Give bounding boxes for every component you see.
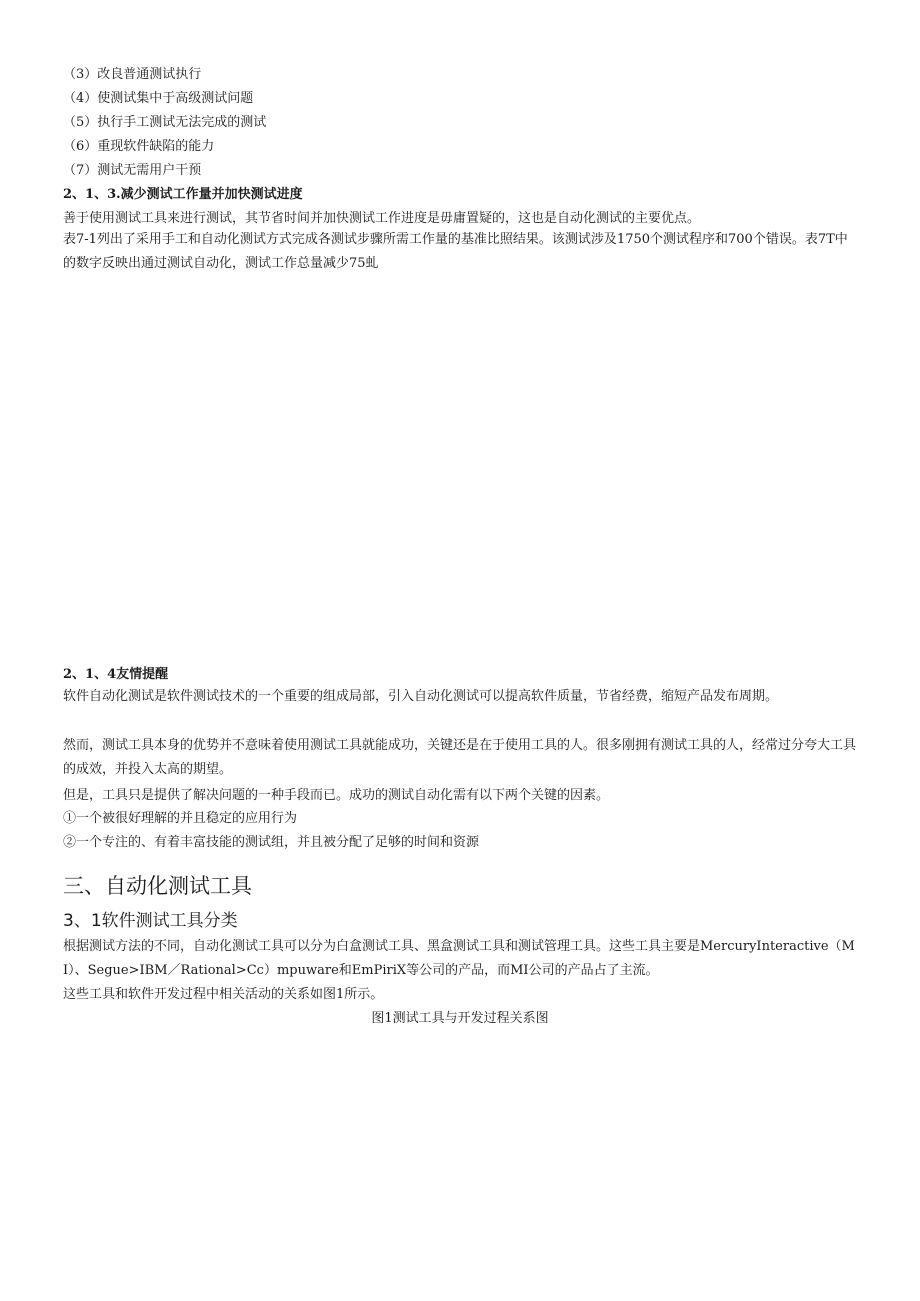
- section-3-heading: 三、自动化测试工具: [63, 874, 252, 898]
- section-2-1-4-item-1: ①一个被很好理解的并且稳定的应用行为: [63, 811, 298, 826]
- section-3-1-paragraph-1: 根据测试方法的不同，自动化测试工具可以分为白盒测试工具、黑盒测试工具和测试管理工具。这些工具主要是MercuryInteractive（MI）、Segue>IBM／Rational>Cc）mpuware和EmPiriX等公司的产品，而MI公司的产品占了主流。: [63, 939, 855, 978]
- section-3-1-heading: 3、1软件测试工具分类: [63, 911, 238, 931]
- list-item-5: （5）执行手工测试无法完成的测试: [63, 115, 267, 130]
- section-2-1-4-heading: 2、1、4友情提醒: [63, 667, 169, 682]
- table-placeholder-area: [63, 285, 858, 655]
- section-3-1-paragraph-2: 这些工具和软件开发过程中相关活动的关系如图1所示。: [63, 987, 384, 1002]
- section-2-1-3-paragraph-2: 表7-1列出了采用手工和自动化测试方式完成各测试步骤所需工作量的基准比照结果。该测试涉及1750个测试程序和700个错误。表7T中的数字反映出通过测试自动化，测试工作总量减少75虬: [63, 232, 848, 271]
- figure-caption: 图1测试工具与开发过程关系图: [371, 1011, 549, 1026]
- figure-placeholder-area: [63, 1035, 858, 1275]
- list-item-7: （7）测试无需用户干预: [63, 163, 202, 178]
- section-2-1-3-paragraph-1: 善于使用测试工具来进行测试，其节省时间并加快测试工作进度是毋庸置疑的，这也是自动化测试的主要优点。: [63, 211, 701, 226]
- section-2-1-4-item-2: ②一个专注的、有着丰富技能的测试组，并且被分配了足够的时间和资源: [63, 835, 480, 850]
- list-item-6: （6）重现软件缺陷的能力: [63, 139, 215, 154]
- list-item-4: （4）使测试集中于高级测试问题: [63, 91, 254, 106]
- section-2-1-4-paragraph-1: 软件自动化测试是软件测试技术的一个重要的组成局部，引入自动化测试可以提高软件质量，节省经费，缩短产品发布周期。: [63, 689, 779, 704]
- section-2-1-4-paragraph-2: 然而，测试工具本身的优势并不意味着使用测试工具就能成功，关键还是在于使用工具的人。很多刚拥有测试工具的人，经常过分夸大工具的成效，并投入太高的期望。: [63, 738, 857, 777]
- list-item-3: （3）改良普通测试执行: [63, 67, 202, 82]
- section-2-1-3-heading: 2、1、3.减少测试工作量并加快测试进度: [63, 187, 303, 202]
- section-2-1-4-paragraph-3: 但是，工具只是提供了解决问题的一种手段而已。成功的测试自动化需有以下两个关键的因素。: [63, 788, 610, 803]
